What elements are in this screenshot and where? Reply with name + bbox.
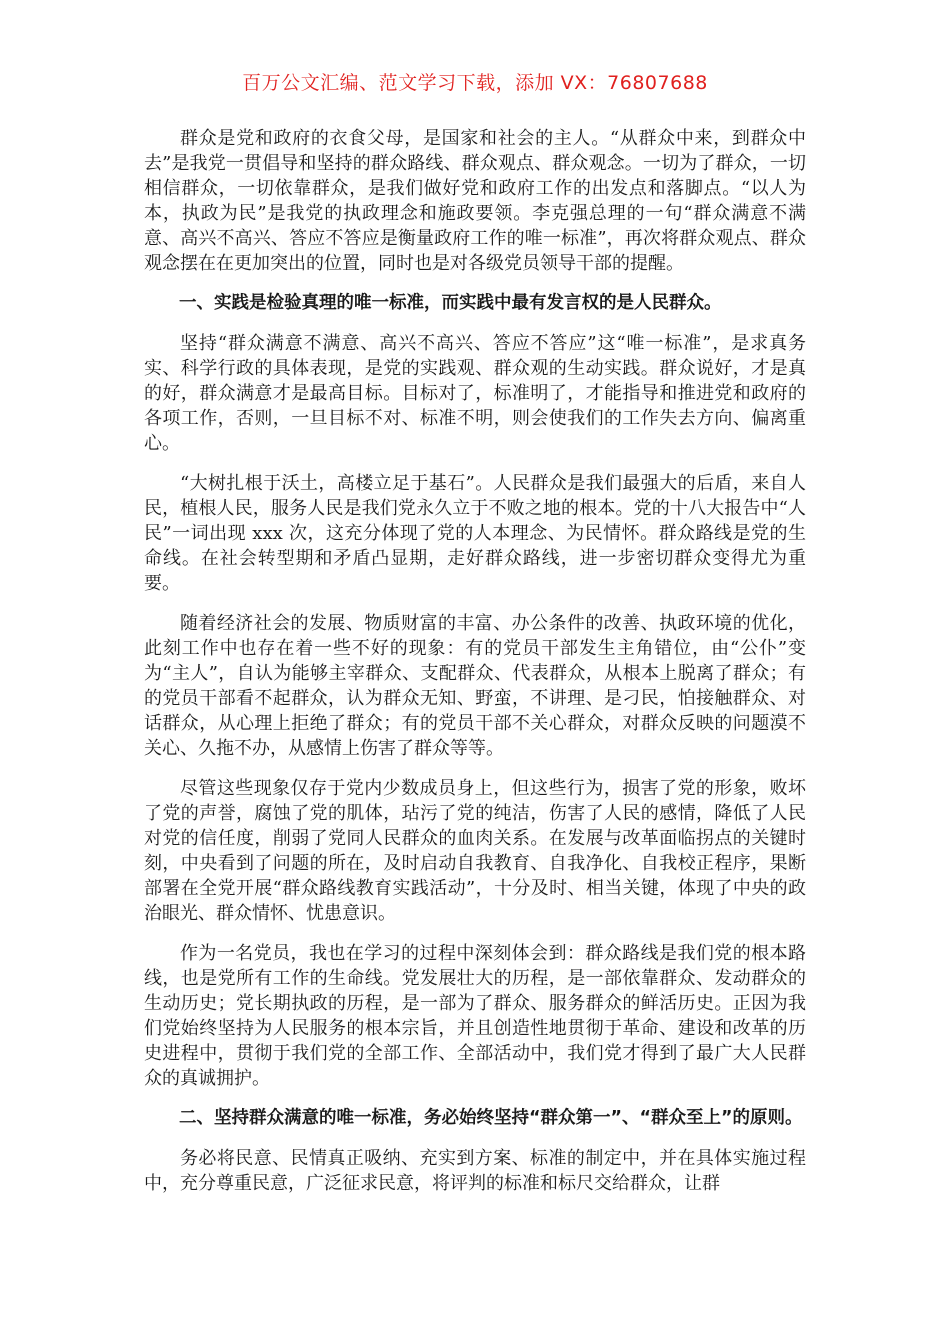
paragraph: 作为一名党员，我也在学习的过程中深刻体会到：群众路线是我们党的根本路线，也是党所有工作的生命线。党发展壮大的历程，是一部依靠群众、发动群众的生动历史；党长期执政的历程，是一部为了群众、服务群众的鲜活历史。正因为我们党始终坚持为人民服务的根本宗旨，并且创造性地贯彻于革命、建设和改革的历史进程中，贯彻于我们党的全部工作、全部活动中，我们党才得到了最广大人民群众的真诚拥护。 xyxy=(144,943,806,1089)
paragraph: “大树扎根于沃土，高楼立足于基石”。人民群众是我们最强大的后盾，来自人民，植根人民，服务人民是我们党永久立于不败之地的根本。党的十八大报告中“人民”一词出现 xxx 次，这充分体现了党的人本理念、为民情怀。群众路线是党的生命线。在社会转型期和矛盾凸显期，走好群众路线，进一步密切群众变得尤为重要。 xyxy=(144,473,806,594)
paragraph: 尽管这些现象仅存于党内少数成员身上，但这些行为，损害了党的形象，败坏了党的声誉，腐蚀了党的肌体，玷污了党的纯洁，伤害了人民的感情，降低了人民对党的信任度，削弱了党同人民群众的血肉关系。在发展与改革面临拐点的关键时刻，中央看到了问题的所在，及时启动自我教育、自我净化、自我校正程序，果断部署在全党开展“群众路线教育实践活动”，十分及时、相当关键，体现了中央的政治眼光、群众情怀、忧患意识。 xyxy=(144,778,806,924)
section-heading: 一、实践是检验真理的唯一标准，而实践中最有发言权的是人民群众。 xyxy=(179,293,722,313)
article-body xyxy=(144,126,806,1211)
paragraph: 务必将民意、民情真正吸纳、充实到方案、标准的制定中，并在具体实施过程中，充分尊重民意，广泛征求民意，将评判的标准和标尺交给群众，让群 xyxy=(144,1148,806,1194)
paragraph: 坚持“群众满意不满意、高兴不高兴、答应不答应”这“唯一标准”，是求真务实、科学行政的具体表现，是党的实践观、群众观的生动实践。群众说好，才是真的好，群众满意才是最高目标。目标对了，标准明了，才能指导和推进党和政府的各项工作，否则，一旦目标不对、标准不明，则会使我们的工作失去方向、偏离重心。 xyxy=(144,333,806,454)
section-heading: 二、坚持群众满意的唯一标准，务必始终坚持“群众第一”、“群众至上”的原则。 xyxy=(179,1108,803,1128)
watermark-banner: 百万公文汇编、范文学习下载，添加 VX：76807688 xyxy=(242,72,708,94)
paragraph: 群众是党和政府的衣食父母，是国家和社会的主人。“从群众中来，到群众中去”是我党一贯倡导和坚持的群众路线、群众观点、群众观念。一切为了群众，一切相信群众，一切依靠群众，是我们做好党和政府工作的出发点和落脚点。“以人为本，执政为民”是我党的执政理念和施政要领。李克强总理的一句“群众满意不满意、高兴不高兴、答应不答应是衡量政府工作的唯一标准”，再次将群众观点、群众观念摆在在更加突出的位置，同时也是对各级党员领导干部的提醒。 xyxy=(144,128,806,274)
paragraph: 随着经济社会的发展、物质财富的丰富、办公条件的改善、执政环境的优化，此刻工作中也存在着一些不好的现象：有的党员干部发生主角错位，由“公仆”变为“主人”，自认为能够主宰群众、支配群众、代表群众，从根本上脱离了群众；有的党员干部看不起群众，认为群众无知、野蛮，不讲理、是刁民，怕接触群众、对话群众，从心理上拒绝了群众；有的党员干部不关心群众，对群众反映的问题漠不关心、久拖不办，从感情上伤害了群众等等。 xyxy=(144,613,806,759)
